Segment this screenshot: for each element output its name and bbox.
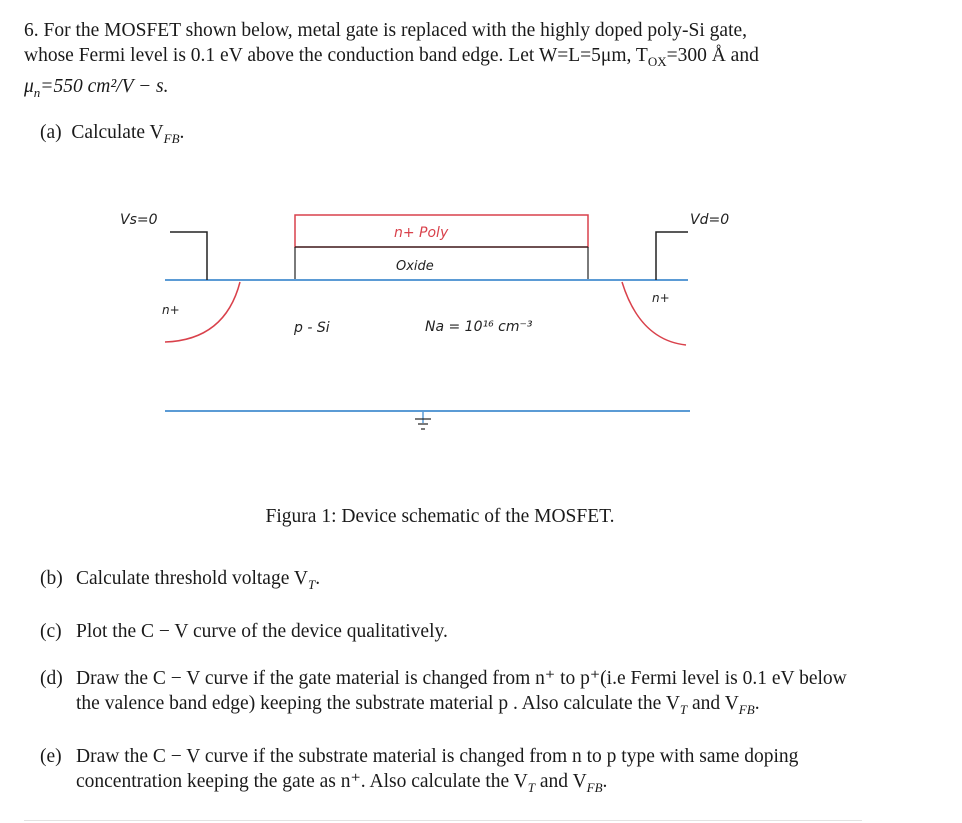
ground-icon: [415, 411, 431, 429]
problem-line-2: whose Fermi level is 0.1 eV above the conduction band edge. Let W=L=5μm, $T_{OX}=300$ Å and: [24, 45, 759, 69]
drain-region-label: n+: [652, 291, 670, 305]
question-parts: [40, 566, 870, 822]
part-c: (c) Plot the C − V curve of the device qualitatively.: [40, 620, 448, 642]
part-e: (e) Draw the C − V curve if the substrate material is changed from n to p type with same doping concentration keeping the gate as n⁺. Also calculate the $V_T$ and $V_{FB}$.: [40, 745, 799, 795]
source-contact: [170, 232, 207, 280]
part-d: (d) Draw the C − V curve if the gate material is changed from n⁺ to p⁺(i.e Fermi level is 0.1 eV below the valence band edge) keeping the substrate material p . Also calculate the $V_T$ and $V_{FB}$.: [40, 667, 847, 717]
drain-contact: [656, 232, 688, 280]
source-voltage-label: Vs=0: [120, 212, 158, 228]
part-b: (b) Calculate threshold voltage $V_T$.: [40, 568, 321, 592]
figure-caption: Figura 1: Device schematic of the MOSFET.: [265, 506, 615, 527]
problem-number: 6.: [24, 20, 39, 41]
doping-label: Na = 10¹⁶ cm⁻³: [425, 319, 533, 335]
bottom-divider: [24, 820, 862, 821]
problem-line-1: 6. For the MOSFET shown below, metal gate is replaced with the highly doped poly-Si gate,: [24, 20, 748, 41]
drain-voltage-label: Vd=0: [690, 212, 730, 228]
substrate-label: p - Si: [294, 320, 330, 336]
source-region-label: n+: [162, 303, 180, 317]
problem-line-3: $\mu_n=550$ cm²/V − s.: [24, 75, 169, 100]
part-a: (a) Calculate $V_{FB}$.: [40, 122, 185, 146]
oxide-label: Oxide: [396, 259, 434, 274]
gate-label: n+ Poly: [394, 225, 449, 241]
